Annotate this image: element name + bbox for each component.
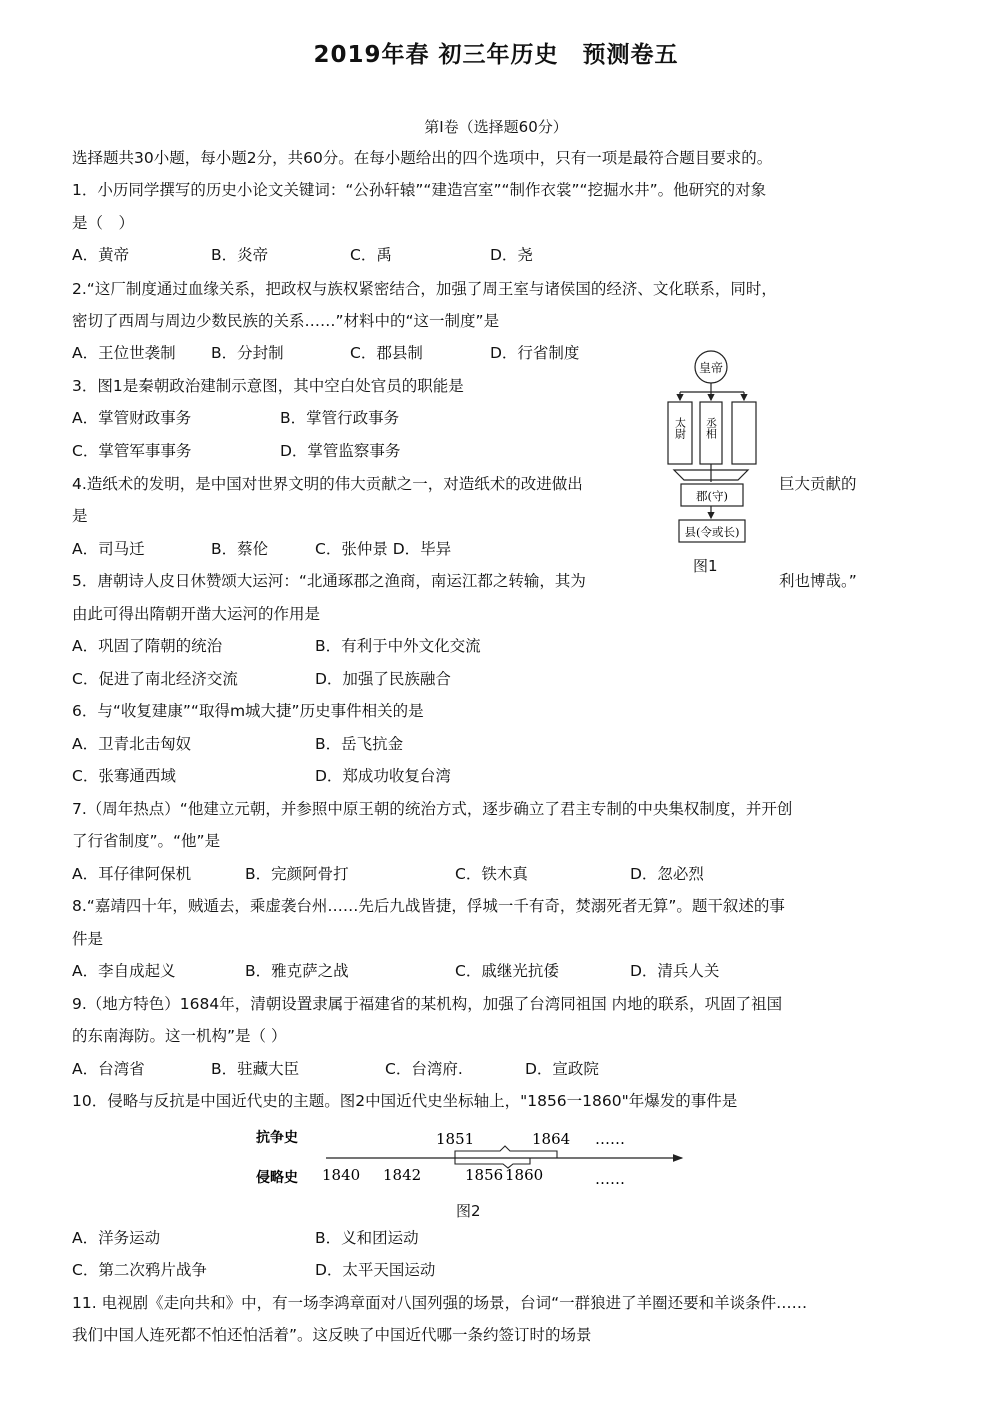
q7-line1: 7.（周年热点）“他建立元朝，并参照中原王朝的统治方式，逐步确立了君主专制的中央集权制度，并开创 xyxy=(72,800,793,818)
page-title: 2019年春 初三年历史 预测卷五 xyxy=(313,42,679,68)
instructions: 选择题共30小题，每小题2分，共60分。在每小题给出的四个选项中，只有一项是最符合题目要求的。 xyxy=(72,149,773,167)
q6-option-a: A．卫青北击匈奴 xyxy=(72,735,192,753)
q1-option-d: D．尧 xyxy=(490,246,533,264)
q2-option-b: B．分封制 xyxy=(211,344,284,362)
q9-line2: 的东南海防。这一机构”是（ ） xyxy=(72,1027,287,1045)
q10-option-b: B．义和团运动 xyxy=(315,1229,419,1247)
q1-option-c: C．禹 xyxy=(350,246,392,264)
q3-option-d: D．掌管监察事务 xyxy=(280,442,401,460)
q10-option-c: C．第二次鸦片战争 xyxy=(72,1261,207,1279)
q6-option-b: B．岳飞抗金 xyxy=(315,735,404,753)
fig1-left-label: 太尉 xyxy=(673,417,687,439)
q5-line2: 由此可得出隋朝开凿大运河的作用是 xyxy=(72,605,321,623)
q4-line1a: 4.造纸术的发明，是中国对世界文明的伟大贡献之一，对造纸术的改进做出 xyxy=(72,475,583,493)
q4-line2: 是 xyxy=(72,507,88,525)
q6-option-c: C．张骞通西域 xyxy=(72,767,176,785)
q5-line1a: 5．唐朝诗人皮日休赞颂大运河：“北通琢郡之渔商，南运江都之转输，其为 xyxy=(72,572,586,590)
q1-option-b: B．炎帝 xyxy=(211,246,269,264)
q7-option-c: C．铁木真 xyxy=(455,865,528,883)
q8-option-a: A．李自成起义 xyxy=(72,962,176,980)
q8-line2: 件是 xyxy=(72,930,104,948)
q9-line1: 9.（地方特色）1684年，清朝设置隶属于福建省的某机构，加强了台湾同祖国 内地的联系，巩固了祖国 xyxy=(72,995,783,1013)
q4-option-cd: C．张仲景 D．毕异 xyxy=(315,540,452,558)
q5-option-d: D．加强了民族融合 xyxy=(315,670,451,688)
q8-option-c: C．戚继光抗倭 xyxy=(455,962,559,980)
q3-line1: 3．图1是秦朝政治建制示意图，其中空白处官员的职能是 xyxy=(72,377,464,395)
fig2-tick-1842: 1842 xyxy=(383,1166,422,1184)
fig1-middle-label: 丞相 xyxy=(704,417,718,439)
fig1-box-blank xyxy=(732,402,756,464)
q11-line1: 11. 电视剧《走向共和》中，有一场李鸿章面对八国列强的场景，台词“一群狼进了羊圈还要和羊谈条件…… xyxy=(72,1294,808,1312)
q1-option-a: A．黄帝 xyxy=(72,246,130,264)
fig1-commandery: 郡(守) xyxy=(696,489,728,503)
q6-line1: 6．与“收复建康”“取得m城大捷”历史事件相关的是 xyxy=(72,702,424,720)
fig2-tick-1864: 1864 xyxy=(532,1130,571,1148)
section-heading: 第I卷（选择题60分） xyxy=(424,118,568,136)
q9-option-a: A．台湾省 xyxy=(72,1060,145,1078)
q2-line1: 2.“这厂制度通过血缘关系，把政权与族权紧密结合，加强了周王室与诸侯国的经济、文化联系，同时， xyxy=(72,280,777,298)
q4-option-b: B．蔡伦 xyxy=(211,540,269,558)
q6-option-d: D．郑成功收复台湾 xyxy=(315,767,451,785)
q2-option-d: D．行省制度 xyxy=(490,344,580,362)
fig2-tick-1856: 1856 xyxy=(465,1166,504,1184)
q1-line2: 是（ ） xyxy=(72,214,135,232)
fig2-ellipsis-top: …… xyxy=(595,1130,625,1148)
q3-option-a: A．掌管财政事务 xyxy=(72,409,192,427)
fig1-emperor: 皇帝 xyxy=(698,361,724,375)
q5-option-b: B．有利于中外文化交流 xyxy=(315,637,481,655)
q7-option-d: D．忽必烈 xyxy=(630,865,704,883)
fig2-tick-1851: 1851 xyxy=(436,1130,475,1148)
q4-line1b: 巨大贡献的 xyxy=(779,475,857,493)
q9-option-d: D．宣政院 xyxy=(525,1060,599,1078)
fig2-bottom-label: 侵略史 xyxy=(256,1170,298,1186)
q1-line1: 1．小历同学撰写的历史小论文关键词：“公孙轩辕”“建造宫室”“制作衣裳”“挖掘水井”。他研究的对象 xyxy=(72,181,767,199)
q10-option-a: A．洋务运动 xyxy=(72,1229,161,1247)
q10-line1: 10．侵略与反抗是中国近代史的主题。图2中国近代史坐标轴上，"1856一1860"年爆发的事件是 xyxy=(72,1092,738,1110)
fig2-tick-1840: 1840 xyxy=(322,1166,361,1184)
figure-1-diagram xyxy=(660,350,765,546)
q3-option-b: B．掌管行政事务 xyxy=(280,409,400,427)
q3-option-c: C．掌管军事事务 xyxy=(72,442,192,460)
q7-option-a: A．耳仔律阿保机 xyxy=(72,865,192,883)
figure-2-caption: 图2 xyxy=(456,1202,481,1220)
fig2-ellipsis-bottom: …… xyxy=(595,1170,625,1188)
q11-line2: 我们中国人连死都不怕还怕活着”。这反映了中国近代哪一条约签订时的场景 xyxy=(72,1326,592,1344)
q2-line2: 密切了西周与周边少数民族的关系……”材料中的“这一制度”是 xyxy=(72,312,500,330)
q8-line1: 8.“嘉靖四十年，贼遁去，乘虚袭台州……先后九战皆捷，俘城一千有奇，焚溺死者无算”。题干叙述的事 xyxy=(72,897,785,915)
q9-option-c: C．台湾府. xyxy=(385,1060,463,1078)
q2-option-c: C．郡县制 xyxy=(350,344,423,362)
fig2-top-label: 抗争史 xyxy=(256,1130,298,1146)
q10-option-d: D．太平天国运动 xyxy=(315,1261,436,1279)
q5-line1b: 利也博哉。” xyxy=(779,572,857,590)
fig2-tick-1860: 1860 xyxy=(505,1166,544,1184)
q7-option-b: B．完颜阿骨打 xyxy=(245,865,349,883)
figure-1-caption: 图1 xyxy=(693,557,718,575)
q2-option-a: A．王位世袭制 xyxy=(72,344,176,362)
q8-option-d: D．清兵人关 xyxy=(630,962,720,980)
q7-line2: 了行省制度”。“他”是 xyxy=(72,832,221,850)
q4-option-a: A．司马迁 xyxy=(72,540,145,558)
q8-option-b: B．雅克萨之战 xyxy=(245,962,349,980)
q9-option-b: B．驻藏大臣 xyxy=(211,1060,300,1078)
q5-option-a: A．巩固了隋朝的统治 xyxy=(72,637,223,655)
q5-option-c: C．促进了南北经济交流 xyxy=(72,670,238,688)
fig1-county: 县(令或长) xyxy=(684,525,740,539)
figure-2-timeline xyxy=(250,1120,700,1198)
